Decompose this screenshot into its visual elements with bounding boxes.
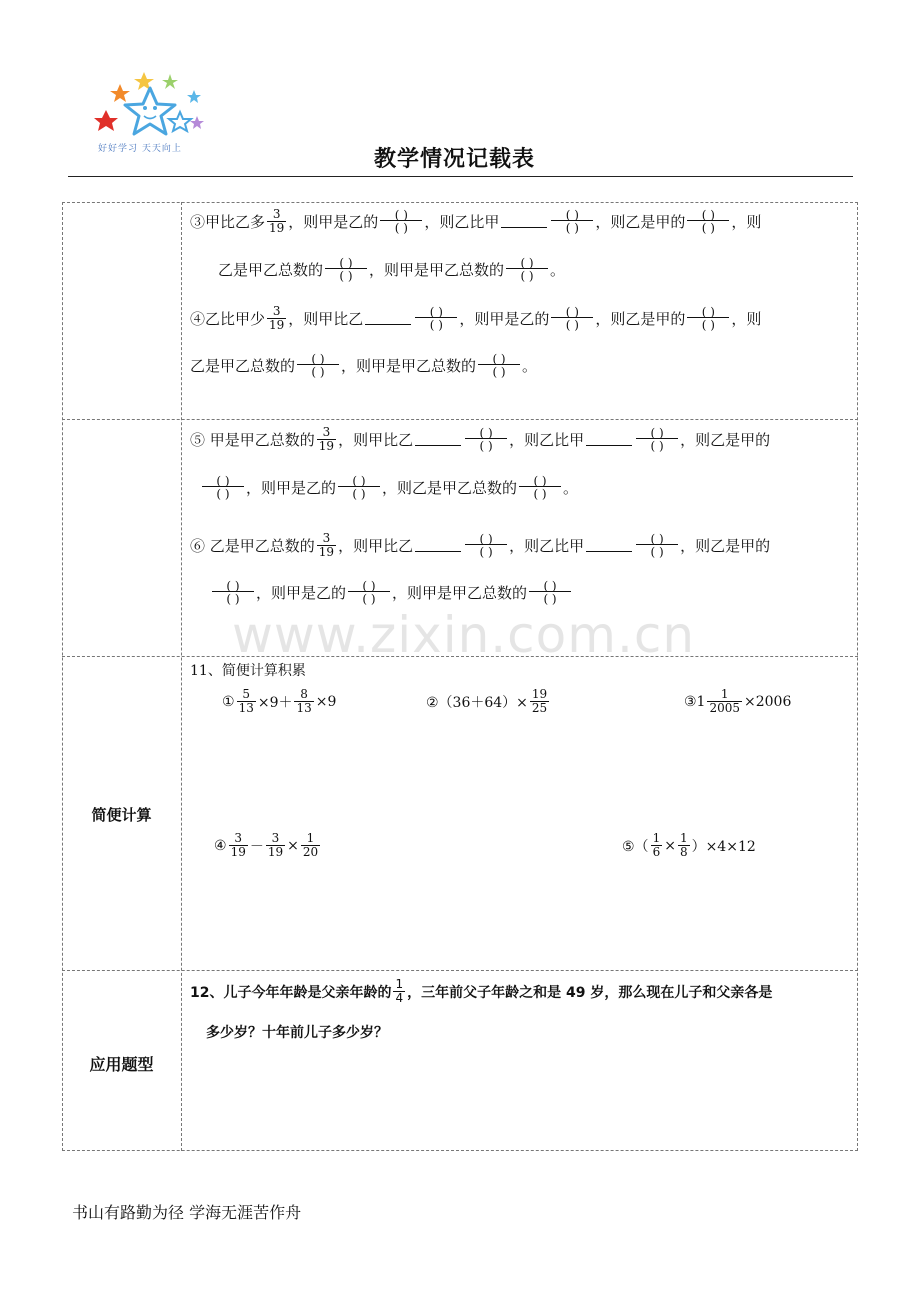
- answer-fraction-blank[interactable]: ( ) ( ): [636, 426, 678, 453]
- item-4-line-1: ④乙比甲少 $\frac{3}{19}$ ，则甲比乙 ( ) ( ) ，则甲是乙的 ( ) ( ) ，则乙是甲的 ( ) ( ) ，则: [190, 304, 762, 332]
- item-5-line-1: ⑤ 甲是甲乙总数的 $\frac{3}{19}$ ，则甲比乙 ( ) ( ) ，则乙比甲 ( ) ( ) ，则乙是甲的: [190, 425, 771, 453]
- fraction: $\frac{3}{19}$: [318, 425, 335, 453]
- answer-fraction-blank[interactable]: ( ) ( ): [506, 256, 548, 283]
- answer-fraction-blank[interactable]: ( ) ( ): [380, 208, 422, 235]
- answer-blank[interactable]: [365, 324, 411, 325]
- answer-fraction-blank[interactable]: ( ) ( ): [465, 426, 507, 453]
- answer-blank[interactable]: [501, 227, 547, 228]
- page-title: 教学情况记载表: [374, 146, 536, 172]
- logo-caption: 好好学习 天天向上: [98, 144, 182, 154]
- answer-fraction-blank[interactable]: ( ) ( ): [415, 305, 457, 332]
- section-label-applied: 应用题型: [89, 1055, 154, 1074]
- item-4-line-2: 乙是甲乙总数的 ( ) ( ) ，则甲是甲乙总数的 ( ) ( ) 。: [190, 352, 538, 379]
- answer-fraction-blank[interactable]: ( ) ( ): [519, 474, 561, 501]
- section-heading: 11、简便计算积累: [190, 663, 306, 679]
- item-5-line-2: ( ) ( ) ，则甲是乙的 ( ) ( ) ，则乙是甲乙总数的 ( ) ( ) 。: [200, 474, 578, 501]
- item-3-line-1: ③甲比乙多 $\frac{3}{19}$ ，则甲是乙的 ( ) ( ) ，则乙比甲 ( ) ( ) ，则乙是甲的 ( ) ( ) ，则: [190, 207, 762, 235]
- footer-motto: 书山有路勤为径 学海无涯苦作舟: [72, 1203, 302, 1222]
- answer-fraction-blank[interactable]: ( ) ( ): [325, 256, 367, 283]
- problem-2: ②（36＋64）× $\frac{19}{25}$: [426, 687, 548, 715]
- row-divider: [62, 970, 858, 971]
- problem-4: ④ $\frac{3}{19}$ － $\frac{3}{19}$ × $\frac{1}{20}$: [214, 831, 319, 859]
- answer-fraction-blank[interactable]: ( ) ( ): [338, 474, 380, 501]
- answer-blank[interactable]: [586, 551, 632, 552]
- section-label-simple-calc: 简便计算: [91, 806, 152, 824]
- question-12-line-1: 12、儿子今年年龄是父亲年龄的 $\frac{1}{4}$ ，三年前父子年龄之和是 49 岁，那么现在儿子和父亲各是: [190, 977, 773, 1005]
- answer-fraction-blank[interactable]: ( ) ( ): [687, 305, 729, 332]
- answer-fraction-blank[interactable]: ( ) ( ): [636, 532, 678, 559]
- row-divider: [62, 419, 858, 420]
- answer-blank[interactable]: [415, 551, 461, 552]
- answer-fraction-blank[interactable]: ( ) ( ): [348, 579, 390, 606]
- problem-3: ③1 $\frac{1}{2005}$ ×2006: [684, 687, 792, 715]
- answer-fraction-blank[interactable]: ( ) ( ): [478, 352, 520, 379]
- fraction: $\frac{3}{19}$: [269, 304, 285, 332]
- item-6-line-1: ⑥ 乙是甲乙总数的 $\frac{3}{19}$ ，则甲比乙 ( ) ( ) ，则乙比甲 ( ) ( ) ，则乙是甲的: [190, 531, 771, 559]
- answer-fraction-blank[interactable]: ( ) ( ): [551, 305, 593, 332]
- fraction: $\frac{3}{19}$: [318, 531, 335, 559]
- problem-1: ① $\frac{5}{13}$ ×9＋ $\frac{8}{13}$ ×9: [222, 687, 337, 715]
- title-divider: [68, 176, 853, 177]
- fraction: $\frac{3}{19}$: [269, 207, 285, 235]
- answer-fraction-blank[interactable]: ( ) ( ): [297, 352, 339, 379]
- answer-fraction-blank[interactable]: ( ) ( ): [687, 208, 729, 235]
- answer-fraction-blank[interactable]: ( ) ( ): [529, 579, 571, 606]
- answer-blank[interactable]: [415, 445, 461, 446]
- question-12-line-2: 多少岁？十年前儿子多少岁？: [206, 1025, 388, 1041]
- watermark: www.zixin.com.cn: [232, 606, 696, 664]
- problem-5: ⑤（ $\frac{1}{6}$ × $\frac{1}{8}$ ）×4×12: [622, 831, 756, 859]
- answer-blank[interactable]: [586, 445, 632, 446]
- answer-fraction-blank[interactable]: ( ) ( ): [465, 532, 507, 559]
- answer-fraction-blank[interactable]: ( ) ( ): [212, 579, 254, 606]
- column-divider: [181, 202, 182, 1151]
- answer-fraction-blank[interactable]: ( ) ( ): [551, 208, 593, 235]
- item-3-line-2: 乙是甲乙总数的 ( ) ( ) ，则甲是甲乙总数的 ( ) ( ) 。: [218, 256, 566, 283]
- item-6-line-2: ( ) ( ) ，则甲是乙的 ( ) ( ) ，则甲是甲乙总数的 ( ) ( ): [210, 579, 573, 606]
- answer-fraction-blank[interactable]: ( ) ( ): [202, 474, 244, 501]
